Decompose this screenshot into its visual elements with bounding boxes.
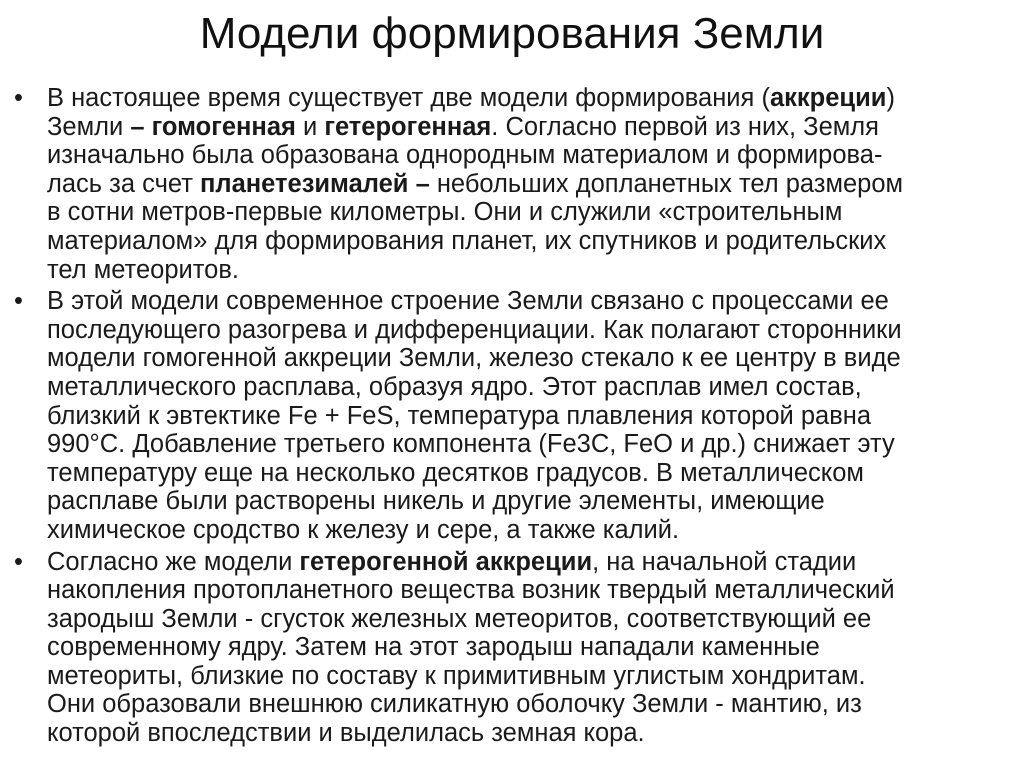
text-line bbox=[47, 227, 1004, 256]
text-line bbox=[47, 548, 1004, 577]
text-line bbox=[47, 84, 1004, 113]
text-line bbox=[47, 487, 1004, 516]
bold-term: аккреции bbox=[769, 84, 887, 112]
text-segment: метеориты, близкие по составу к примитивным углистым хондритам. bbox=[47, 661, 866, 690]
text-segment: В этой модели современное строение Земли связано с процессами ее bbox=[47, 287, 889, 316]
bullet-paragraph-2 bbox=[14, 287, 1004, 544]
text-line bbox=[47, 316, 1004, 345]
text-segment: небольших допланетных тел размером bbox=[429, 169, 904, 198]
text-line bbox=[47, 198, 1004, 227]
text-line bbox=[47, 516, 1004, 545]
bullet-icon: • bbox=[14, 287, 23, 316]
text-segment: температуру еще на несколько десятков градусов. В металлическом bbox=[47, 458, 864, 487]
bold-term: гетерогенная bbox=[324, 112, 492, 141]
bullet-paragraph-1 bbox=[14, 84, 1004, 284]
text-segment: 990°С. Добавление третьего компонента (Fe3C, FeO и др.) снижает эту bbox=[47, 430, 895, 459]
text-segment: ) bbox=[886, 84, 895, 112]
text-segment: тел метеоритов. bbox=[47, 255, 239, 284]
slide-title: Модели формирования Земли bbox=[199, 9, 825, 58]
text-line bbox=[47, 430, 1004, 459]
text-line bbox=[47, 287, 1004, 316]
text-segment: расплаве были растворены никель и другие элементы, имеющие bbox=[47, 487, 825, 516]
text-line bbox=[47, 402, 1004, 431]
text-line bbox=[47, 113, 1004, 142]
text-segment: зародыш Земли - сгусток железных метеоритов, соответствующий ее bbox=[47, 604, 872, 633]
text-segment: современному ядру. Затем на этот зародыш нападали каменные bbox=[47, 633, 820, 662]
text-line bbox=[47, 170, 1004, 199]
text-segment: Земли bbox=[47, 112, 131, 141]
text-segment: В настоящее время существует две модели формирования ( bbox=[47, 84, 770, 112]
text-line bbox=[47, 344, 1004, 373]
text-segment: накопления протопланетного вещества возник твердый металлический bbox=[47, 576, 895, 605]
text-segment: модели гомогенной аккреции Земли, железо стекало к ее центру в виде bbox=[47, 344, 901, 373]
text-line bbox=[47, 662, 1004, 691]
text-segment: Согласно же модели bbox=[47, 547, 300, 576]
text-segment: материалом» для формирования планет, их спутников и родительских bbox=[47, 226, 887, 255]
text-line bbox=[47, 256, 1004, 285]
text-line bbox=[47, 633, 1004, 662]
bold-term: гетерогенной аккреции bbox=[299, 547, 593, 576]
text-segment: близкий к эвтектике Fe + FeS, температура плавления которой равна bbox=[47, 401, 872, 430]
bold-term: – гомогенная bbox=[130, 112, 296, 141]
text-segment: Они образовали внешнюю силикатную оболочку Земли - мантию, из bbox=[47, 690, 862, 719]
text-line bbox=[47, 719, 1004, 748]
bullet-icon: • bbox=[14, 547, 23, 576]
text-segment: . Согласно первой из них, Земля bbox=[491, 112, 879, 141]
text-segment: которой впоследствии и выделилась земная кора. bbox=[47, 719, 645, 748]
text-line bbox=[47, 141, 1004, 170]
text-line bbox=[47, 605, 1004, 634]
text-segment: изначально была образована однородным материалом и формирова- bbox=[47, 141, 883, 170]
text-segment: и bbox=[295, 112, 325, 141]
text-segment: металлического расплава, образуя ядро. Этот расплав имел состав, bbox=[47, 372, 862, 401]
bullet-icon: • bbox=[14, 84, 23, 112]
text-segment: , на начальной стадии bbox=[592, 547, 857, 576]
bullet-list bbox=[14, 84, 1004, 751]
text-segment: последующего разогрева и дифференциации. Как полагают сторонники bbox=[47, 315, 902, 344]
text-line bbox=[47, 690, 1004, 719]
bold-term: планетезималей – bbox=[200, 169, 430, 198]
text-line bbox=[47, 459, 1004, 488]
text-segment: в сотни метров-первые километры. Они и служили «строительным bbox=[47, 198, 843, 227]
bullet-paragraph-3 bbox=[14, 548, 1004, 748]
text-segment: химическое сродство к железу и сере, а также калий. bbox=[47, 515, 680, 544]
text-line bbox=[47, 576, 1004, 605]
text-segment: лась за счет bbox=[47, 169, 200, 198]
text-line bbox=[47, 373, 1004, 402]
